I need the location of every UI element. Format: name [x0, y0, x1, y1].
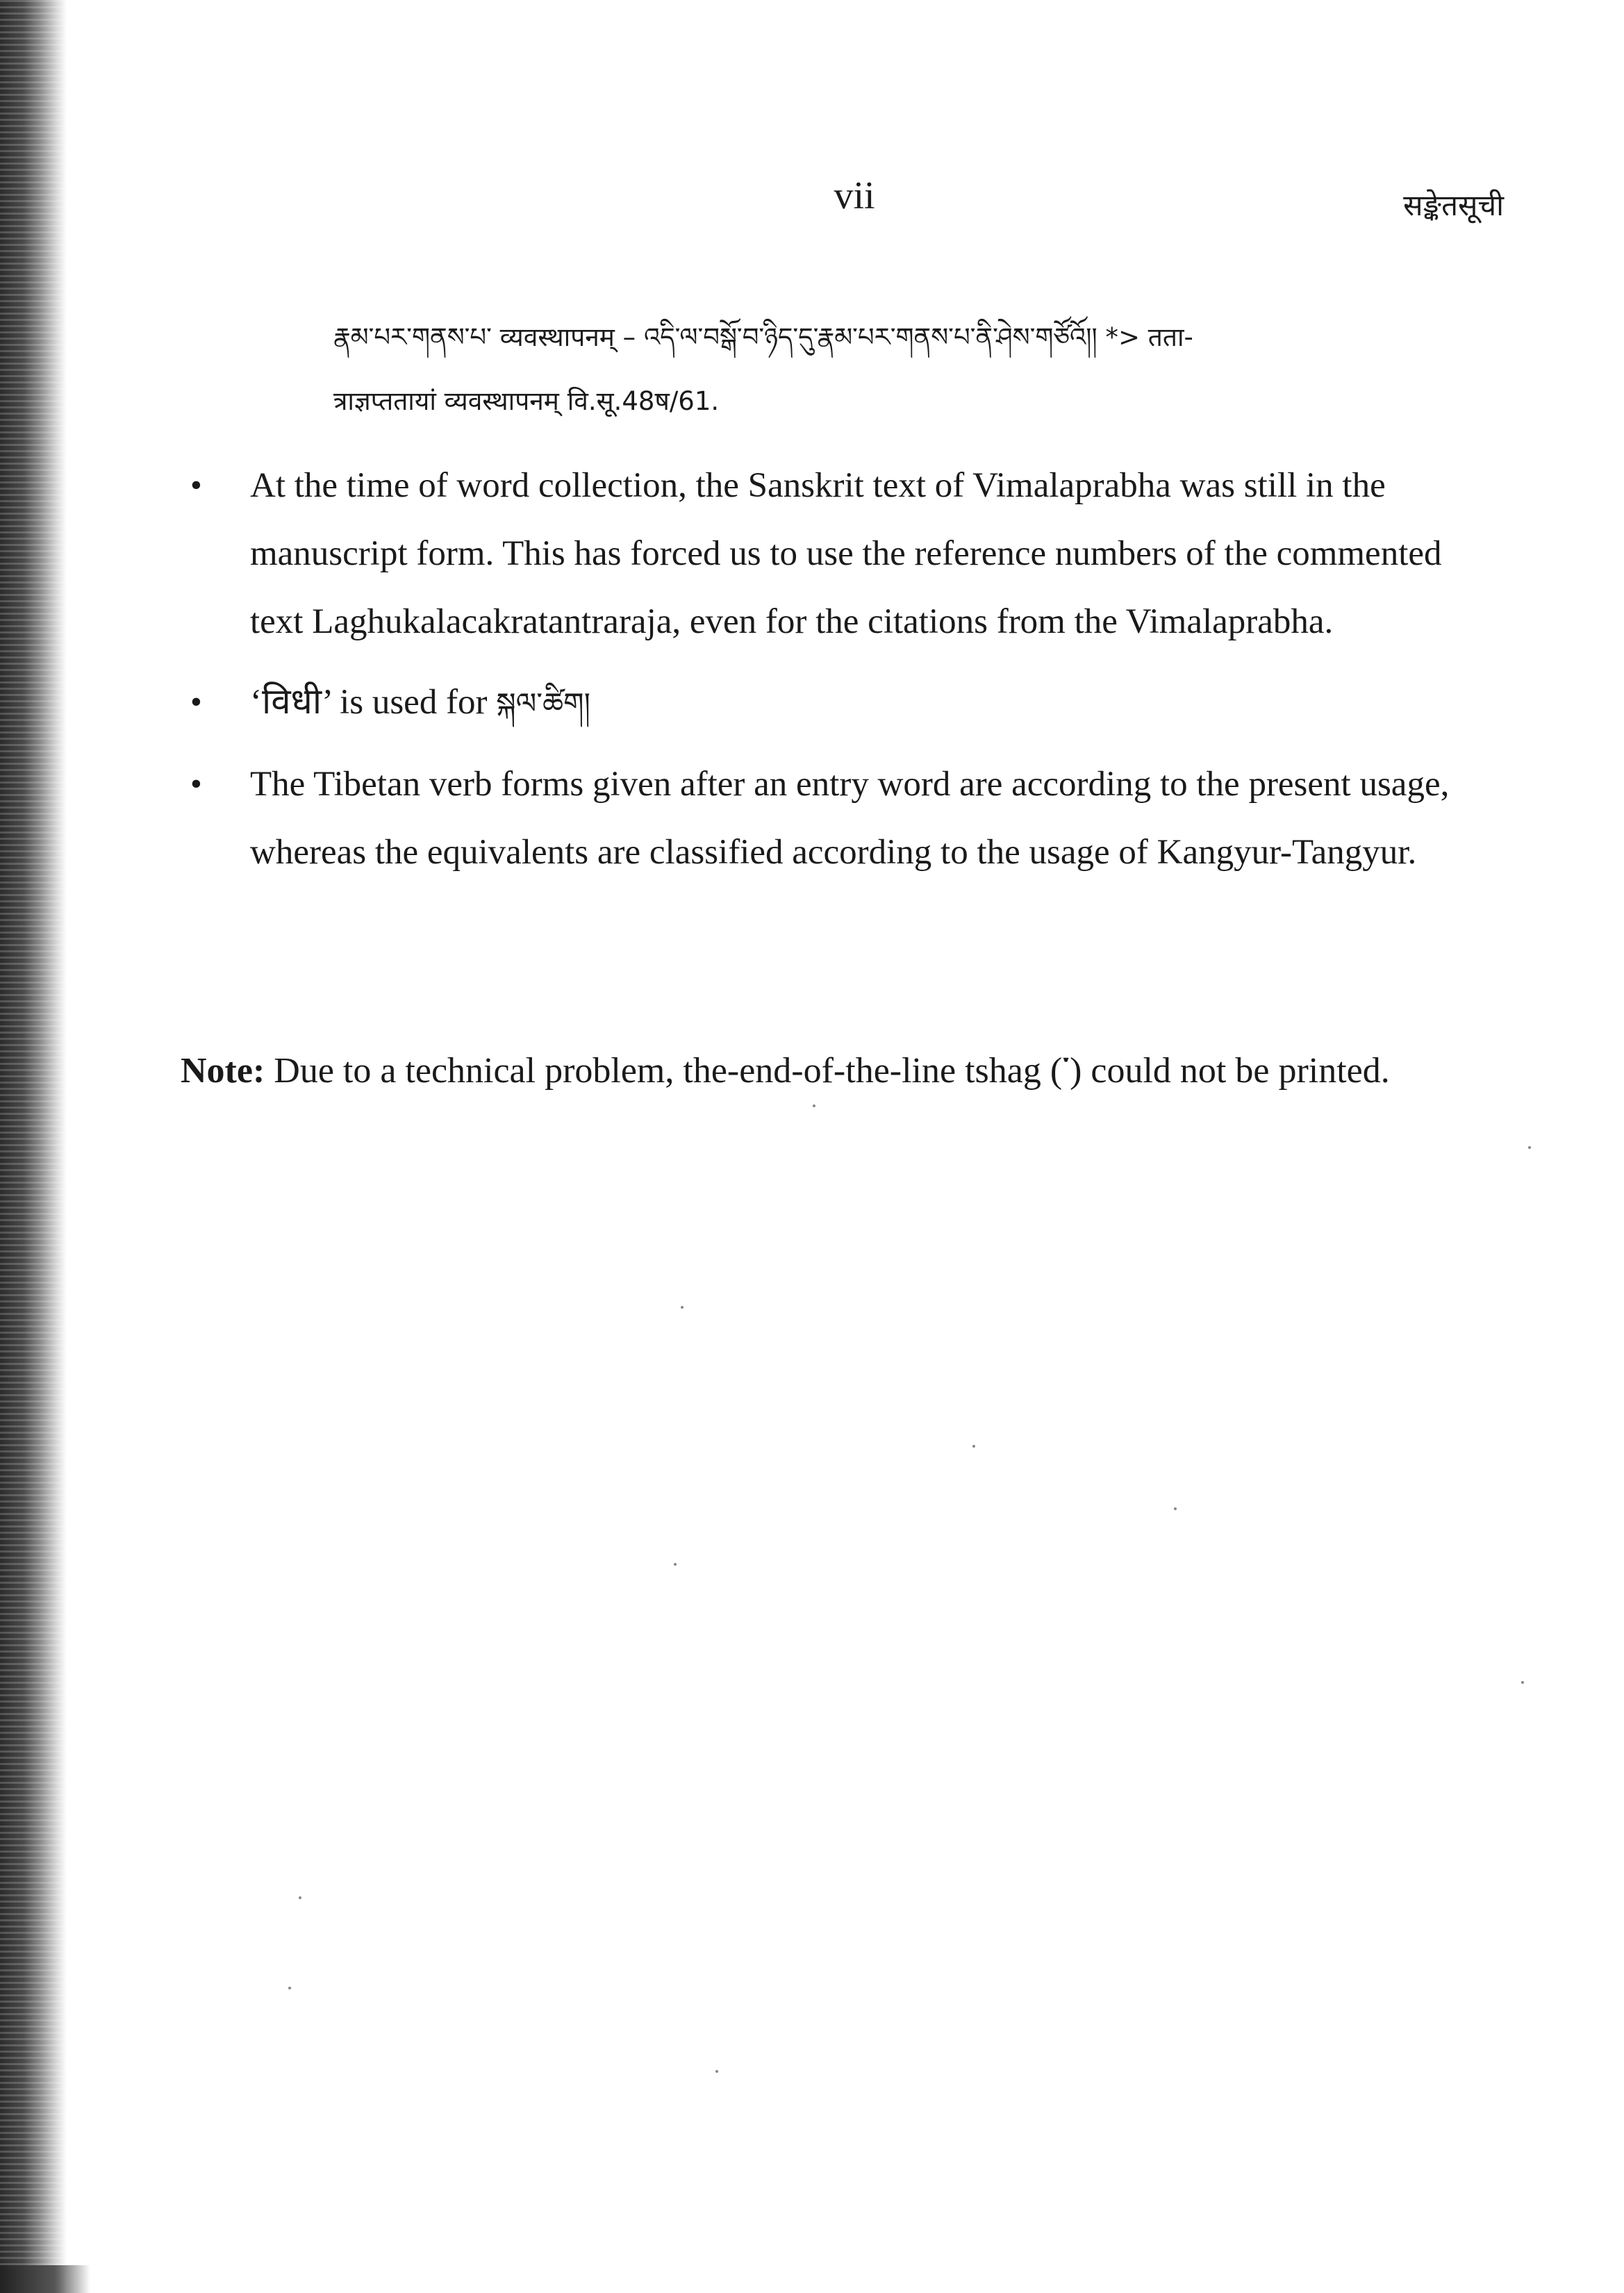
bullet-list	[181, 452, 1466, 886]
bullet-item-manuscript	[181, 452, 1466, 656]
scan-speck	[299, 1896, 301, 1899]
bullet-text: The Tibetan verb forms given after an entry word are according to the present usage, whereas the equivalents are classified according to the usage of Kangyur-Tangyur.	[250, 765, 1450, 872]
scanned-binding-edge	[0, 0, 67, 2293]
note-label: Note:	[181, 1051, 265, 1091]
running-header-title: सङ्केतसूची	[1403, 188, 1504, 222]
scan-speck	[674, 1563, 677, 1566]
note-text: Due to a technical problem, the-end-of-the-line tshag (་) could not be printed.	[265, 1051, 1390, 1091]
scan-speck	[1528, 1146, 1531, 1149]
scan-speck	[715, 2070, 718, 2073]
scan-speck	[1521, 1681, 1524, 1684]
scan-speck	[1174, 1507, 1177, 1510]
scan-speck	[288, 1987, 291, 1989]
citation-block	[333, 306, 1507, 433]
bullet-item-vidhi	[181, 668, 1466, 738]
bullet-dot-icon: •	[190, 467, 202, 504]
citation-line-1: རྣམ་པར་གནས་པ་ व्यवस्थापनम् – འདི་ལ་བསྒོ་བ་ཉིད་དུ་རྣམ་པར་གནས་པ་ནི་ཤེས་གཙོའོ།། *> तता-	[333, 322, 1193, 352]
bullet-text-prefix: ‘विधी’ is used for	[250, 683, 497, 722]
bullet-item-verb-forms	[181, 750, 1466, 886]
bullet-text: At the time of word collection, the Sanskrit text of Vimalaprabha was still in the manuscript form. This has forced us to use the reference numbers of the commented text Laghukalacakratantraraja, even for the citations from the Vimalaprabha.	[250, 466, 1442, 641]
tibetan-term: སྐལ་ཚིག།	[496, 686, 590, 720]
scanned-binding-foot	[0, 2265, 90, 2293]
scan-speck	[813, 1104, 815, 1107]
note-paragraph	[181, 1042, 1466, 1100]
citation-line-2: त्राज्ञप्ततायां व्यवस्थापनम् वि.सू.48ष/61.	[333, 386, 720, 416]
bullet-dot-icon: •	[190, 765, 202, 802]
page-number: vii	[834, 174, 875, 217]
bullet-dot-icon: •	[190, 684, 202, 720]
scan-speck	[681, 1306, 683, 1309]
scan-speck	[972, 1445, 975, 1448]
